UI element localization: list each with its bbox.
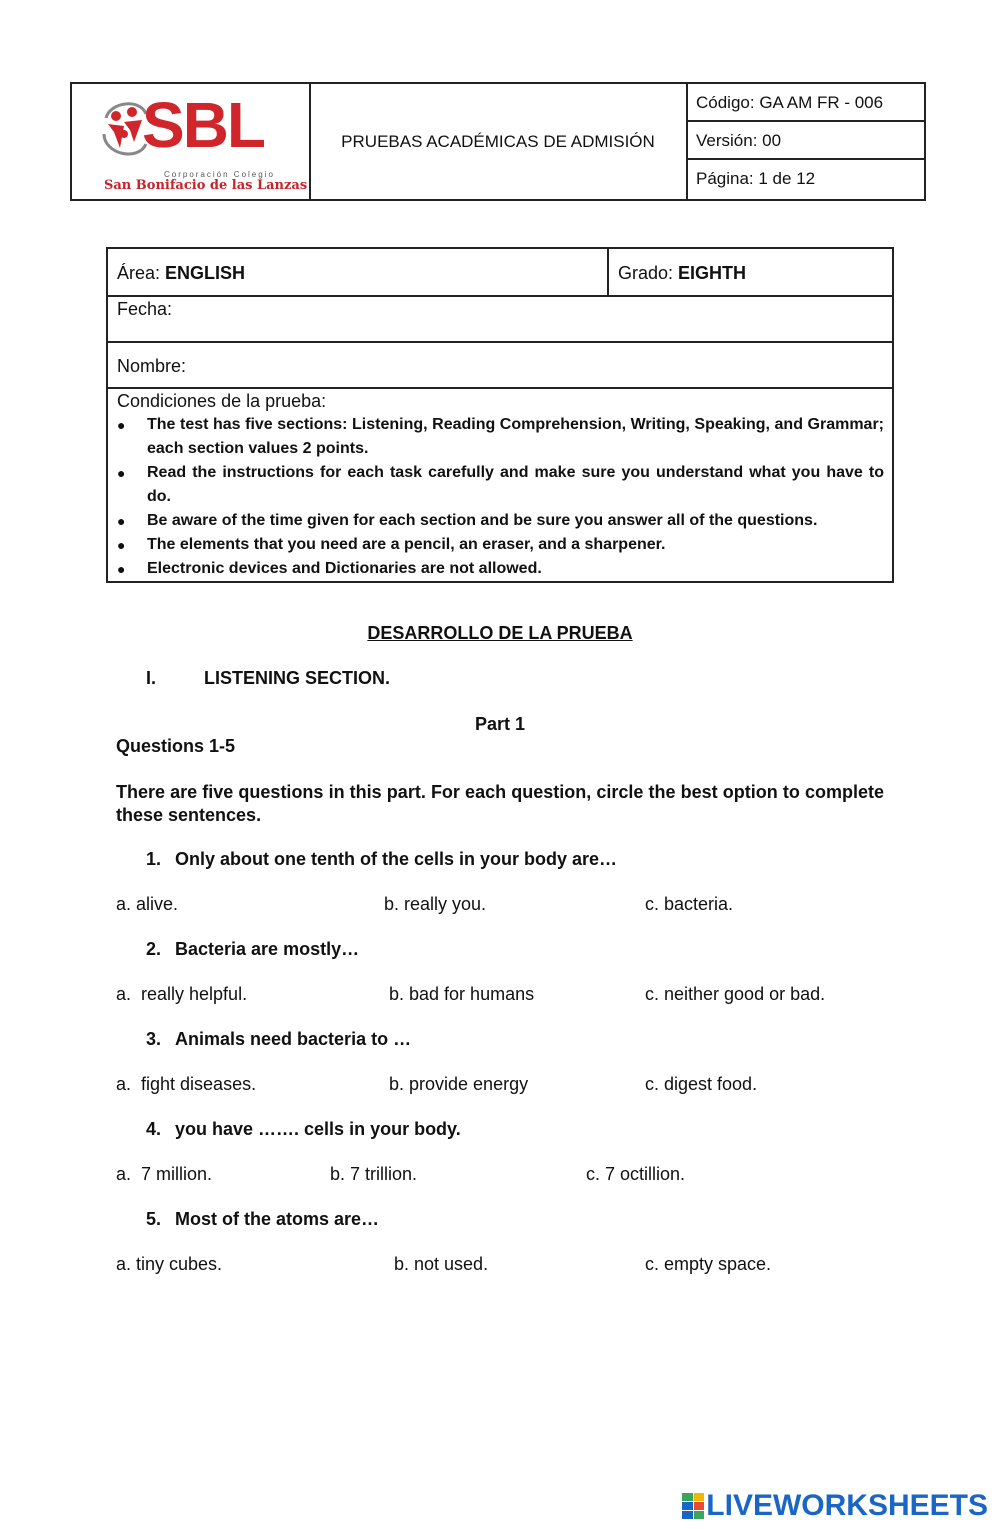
questions-range: Questions 1-5 [116,736,236,756]
option-1c[interactable]: c. bacteria. [645,894,734,914]
document-code: Código: GA AM FR - 006 [688,84,924,122]
section-title: LISTENING SECTION. [204,668,391,688]
option-2a[interactable]: a. really helpful. [116,984,248,1004]
conditions-list [117,413,884,581]
option-4a[interactable]: a. 7 million. [116,1164,213,1184]
test-conditions [108,389,892,581]
option-2c[interactable]: c. neither good or bad. [645,984,826,1004]
question-3: 3. Animals need bacteria to … [146,1029,412,1049]
document-page: Página: 1 de 12 [696,169,816,188]
list-item: ● Electronic devices and Dictionaries are not allowed. [117,560,542,577]
school-logo [72,84,311,199]
grado-label: Grado: [618,263,679,283]
question-2: 2. Bacteria are mostly… [146,939,360,959]
document-header [70,82,926,201]
option-3a[interactable]: a. fight diseases. [116,1074,257,1094]
liveworksheets-icon [682,1493,704,1519]
grado-value: EIGHTH [678,263,747,283]
question-1: 1. Only about one tenth of the cells in your body are… [146,849,618,869]
main-title: DESARROLLO DE LA PRUEBA [367,623,633,643]
list-item: ● Be aware of the time given for each section and be sure you answer all of the questions. [117,512,818,529]
question-5: 5. Most of the atoms are… [146,1209,380,1229]
list-item: ● Read the instructions for each task carefully and make sure you understand what you have to do. [117,464,884,505]
question-4: 4. you have ……. cells in your body. [146,1119,461,1139]
nombre-field[interactable] [108,343,892,389]
liveworksheets-brand: LIVEWORKSHEETS [706,1489,988,1522]
area-label: Área: [117,263,166,283]
document-version: Versión: 00 [688,122,924,160]
list-item: ● The test has five sections: Listening, Reading Comprehension, Writing, Speaking, and Grammar; each section values 2 points. [117,416,884,457]
option-4c[interactable]: c. 7 octillion. [586,1164,686,1184]
section-number: I. [146,668,157,688]
document-title: PRUEBAS ACADÉMICAS DE ADMISIÓN [310,84,688,199]
logo-name: SBL [142,89,264,161]
option-5c[interactable]: c. empty space. [645,1254,772,1274]
option-5a[interactable]: a. tiny cubes. [116,1254,223,1274]
document-meta [688,84,924,199]
grado-cell [609,249,892,295]
option-1a[interactable]: a. alive. [116,894,179,914]
nombre-label: Nombre: [117,356,187,376]
area-value: ENGLISH [165,263,246,283]
option-4b[interactable]: b. 7 trillion. [330,1164,418,1184]
instructions: There are five questions in this part. For each question, circle the best option to complete these sentences. [116,782,884,825]
list-item: ● The elements that you need are a pencil, an eraser, and a sharpener. [117,536,666,553]
conditions-label: Condiciones de la prueba: [117,391,327,411]
option-1b[interactable]: b. really you. [384,894,487,914]
fecha-field[interactable] [108,297,892,343]
option-5b[interactable]: b. not used. [394,1254,489,1274]
area-cell [108,249,609,295]
student-info-table [106,247,894,583]
option-3b[interactable]: b. provide energy [389,1074,529,1094]
logo-school-name: San Bonifacio de las Lanzas [104,178,308,193]
option-3c[interactable]: c. digest food. [645,1074,758,1094]
fecha-label: Fecha: [117,299,173,319]
liveworksheets-logo[interactable] [682,1488,988,1524]
part-title: Part 1 [474,714,526,734]
logo-subtitle: Corporación Colegio [164,170,275,179]
option-2b[interactable]: b. bad for humans [389,984,535,1004]
